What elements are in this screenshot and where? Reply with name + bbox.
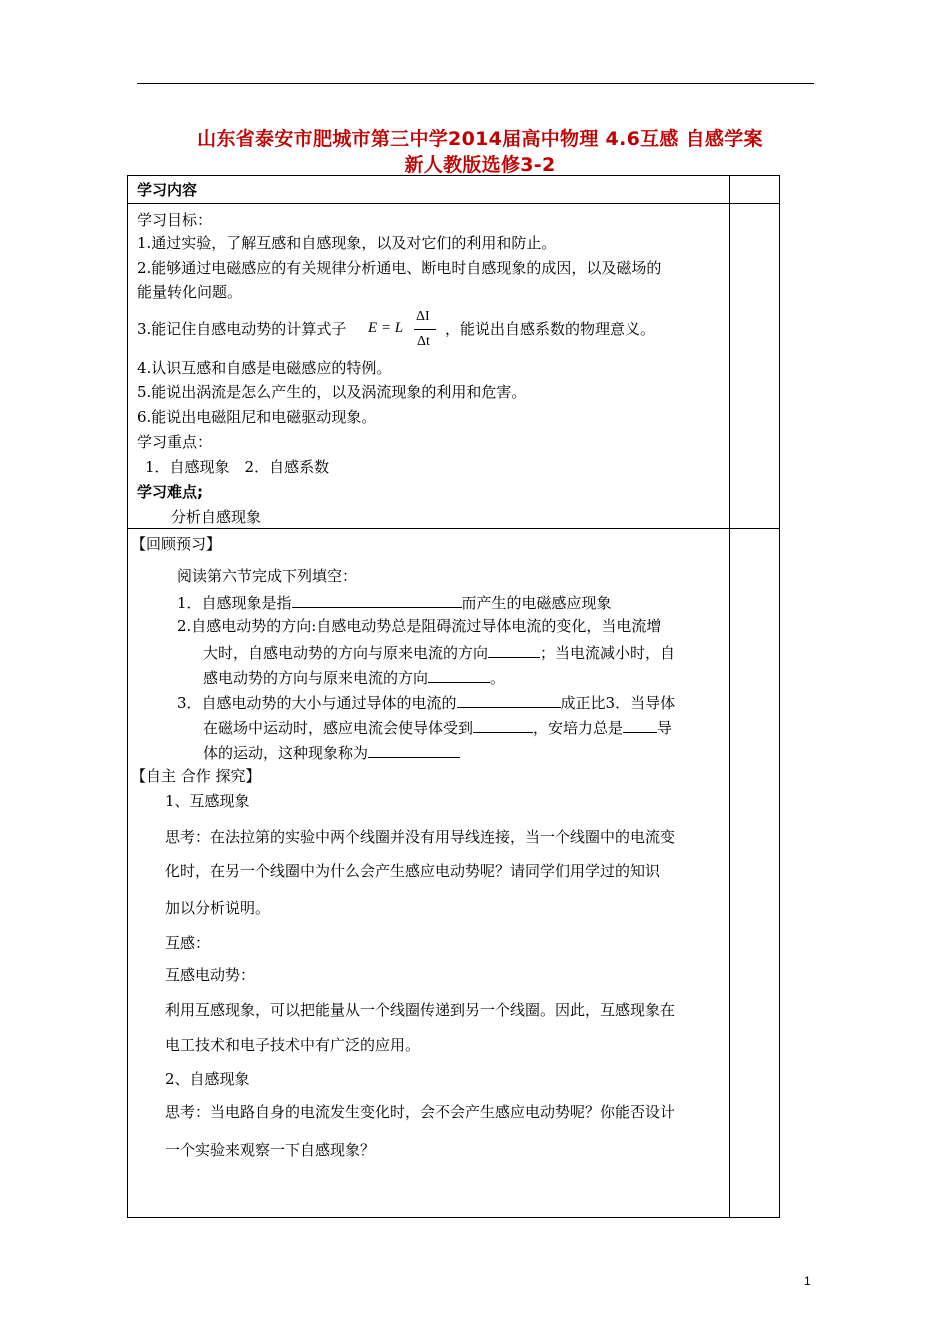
mutual-emf-label: 互感电动势：	[165, 966, 256, 984]
q1-prefix: 1．自感现象是指	[177, 594, 292, 612]
review-question-2c	[203, 667, 505, 687]
header-rule	[137, 83, 814, 84]
section-1-title: 1、互感现象	[165, 792, 250, 810]
mutual-induction-label: 互感：	[165, 934, 211, 952]
review-intro: 阅读第六节完成下列填空：	[177, 567, 358, 585]
formula-numerator: ΔI	[416, 309, 430, 324]
document-title-line-2: 新人教版选修3-2	[404, 154, 556, 176]
q2b-blank[interactable]	[488, 642, 540, 658]
key-points: 1．自感现象 2．自感系数	[145, 458, 330, 476]
section-1-think-b: 化时，在另一个线圈中为什么会产生感应电动势呢？请同学们用学过的知识	[165, 862, 661, 880]
document-title-line-1: 山东省泰安市肥城市第三中学2014届高中物理 4.6互感 自感学案	[197, 128, 763, 150]
review-question-2a: 2.自感电动势的方向:自感电动势总是阻碍流过导体电流的变化，当电流增	[177, 617, 662, 635]
objective-item-2a: 2.能够通过电磁感应的有关规律分析通电、断电时自感现象的成因，以及磁场的	[137, 259, 662, 277]
objective-item-3-post: ，能说出自感系数的物理意义。	[445, 320, 656, 338]
mutual-use-a: 利用互感现象，可以把能量从一个线圈传递到另一个线圈。因此，互感现象在	[165, 1001, 676, 1019]
q2c-suffix: 。	[490, 669, 506, 687]
difficulty-heading: 学习难点;	[137, 483, 203, 501]
q2b-suffix: ；当电流减小时，自	[540, 644, 676, 662]
objective-item-3-pre: 3.能记住自感电动势的计算式子	[137, 320, 347, 338]
review-heading: 【回顾预习】	[131, 535, 222, 553]
q2c-prefix: 感电动势的方向与原来电流的方向	[203, 669, 429, 687]
q1-suffix: 而产生的电磁感应现象	[461, 594, 612, 612]
review-question-3a	[177, 692, 675, 712]
section-2-think-a: 思考：当电路自身的电流发生变化时，会不会产生感应电动势呢？你能否设计	[165, 1103, 676, 1121]
q3a-blank[interactable]	[457, 692, 561, 708]
q3b-prefix: 在磁场中运动时，感应电流会使导体受到	[203, 719, 474, 737]
table-column-divider	[729, 175, 730, 1218]
review-question-1	[177, 592, 612, 612]
table-row-divider-1	[127, 203, 780, 204]
q3b-middle: ，安培力总是	[533, 719, 624, 737]
q3b-suffix: 导	[657, 719, 673, 737]
formula-denominator: Δt	[417, 334, 430, 349]
mutual-use-b: 电工技术和电子技术中有广泛的应用。	[165, 1036, 421, 1054]
objectives-heading: 学习目标：	[137, 211, 213, 229]
q1-blank[interactable]	[292, 592, 462, 608]
q3a-prefix: 3．自感电动势的大小与通过导体的电流的	[177, 694, 457, 712]
explore-heading: 【自主 合作 探究】	[131, 767, 261, 785]
objective-item-4: 4.认识互感和自感是电磁感应的特例。	[137, 359, 392, 377]
table-row-divider-2	[127, 528, 780, 529]
q3b-blank-1[interactable]	[473, 717, 533, 733]
objective-item-2b: 能量转化问题。	[137, 283, 243, 301]
table-header-cell: 学习内容	[137, 181, 198, 199]
difficulty-text: 分析自感现象	[171, 508, 262, 526]
section-1-think-c: 加以分析说明。	[165, 899, 271, 917]
section-2-title: 2、自感现象	[165, 1070, 250, 1088]
objective-item-6: 6.能说出电磁阻尼和电磁驱动现象。	[137, 408, 377, 426]
q3a-suffix: 成正比3．当导体	[560, 694, 676, 712]
review-question-3c	[203, 742, 460, 762]
review-question-2b	[203, 642, 675, 662]
review-question-3b	[203, 717, 672, 737]
q3b-blank-2[interactable]	[623, 717, 657, 733]
q2b-prefix: 大时，自感电动势的方向与原来电流的方向	[203, 644, 489, 662]
page-number: 1	[804, 1274, 811, 1288]
self-induction-formula	[368, 309, 440, 353]
key-points-heading: 学习重点：	[137, 433, 213, 451]
formula-lhs: E = L	[368, 320, 404, 336]
q3c-blank[interactable]	[368, 742, 460, 758]
q2c-blank[interactable]	[428, 667, 490, 683]
section-1-think-a: 思考：在法拉第的实验中两个线圈并没有用导线连接，当一个线圈中的电流变	[165, 828, 676, 846]
section-2-think-b: 一个实验来观察一下自感现象？	[165, 1141, 376, 1159]
q3c-prefix: 体的运动，这种现象称为	[203, 744, 369, 762]
formula-fraction-bar	[414, 329, 436, 330]
objective-item-1: 1.通过实验，了解互感和自感现象，以及对它们的利用和防止。	[137, 234, 557, 252]
objective-item-5: 5.能说出涡流是怎么产生的，以及涡流现象的利用和危害。	[137, 383, 527, 401]
